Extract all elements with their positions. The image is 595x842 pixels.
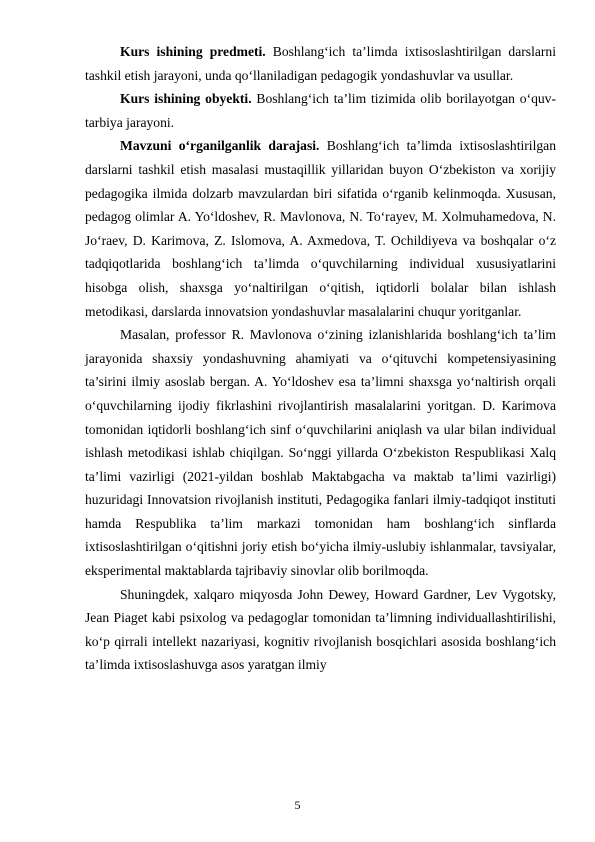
paragraph-text: Masalan, professor R. Mavlonova o‘zining izlanishlarida boshlang‘ich ta’lim jarayonida shaxsiy yondashuvning ahamiyati va o‘qituvchi kompetensiyasining ta’sirini ilmiy asoslab bergan. A. Yo‘ldoshev esa ta’limni shaxsga yo‘naltirish orqali o‘quvchilarning ijodiy fikrlashini rivojlantirish masalalarini yoritgan. D. Karimova tomonidan iqtidorli boshlang‘ich sinf o‘quvchilarini aniqlash va ular bilan individual ishlash metodikasi ishlab chiqilgan. So‘nggi yillarda O‘zbekiston Respublikasi Xalq ta’limi vazirligi (2021-yildan boshlab Maktabgacha va maktab ta’limi vazirligi) huzuridagi Innovatsion rivojlanish instituti, Pedagogika fanlari ilmiy-tadqiqot instituti hamda Respublika ta’lim markazi tomonidan ham boshlang‘ich sinflarda ixtisoslashtirilgan o‘qitishni joriy etish bo‘yicha ilmiy-uslubiy ishlanmalar, tavsiyalar, eksperimental maktablarda tajribaviy sinovlar olib borilmoqda. bbox=[85, 327, 556, 579]
paragraph-text: Shuningdek, xalqaro miqyosda John Dewey, Howard Gardner, Lev Vygotsky, Jean Piaget kabi psixolog va pedagoglar tomonidan ta’limning individuallashtirilishi, ko‘p qirrali intellekt nazariyasi, kognitiv rivojlanish bosqichlari asosida boshlang‘ich ta’limda ixtisoslashuvga asos yaratgan ilmiy bbox=[85, 586, 556, 673]
paragraph-heading: Mavzuni o‘rganilganlik darajasi. bbox=[120, 138, 320, 154]
paragraph-heading: Kurs ishining predmeti. bbox=[120, 44, 266, 59]
paragraph-research-level bbox=[85, 134, 556, 323]
document-body bbox=[85, 40, 556, 677]
paragraph-text: Boshlang‘ich ta’lim tizimida olib borilayotgan o‘quv-tarbiya jarayoni. bbox=[85, 91, 556, 130]
paragraph-international bbox=[85, 583, 556, 677]
paragraph-heading: Kurs ishining obyekti. bbox=[120, 91, 252, 107]
paragraph-examples bbox=[85, 323, 556, 583]
paragraph-text: Boshlang‘ich ta’limda ixtisoslashtirilgan darslarni tashkil etish masalasi mustaqillik yillaridan buyon O‘zbekiston va xorijiy pedagogika ilmida dolzarb mavzulardan biri sifatida o‘rganib kelinmoqda. Xususan, pedagog olimlar A. Yo‘ldoshev, R. Mavlonova, N. To‘rayev, M. Xolmuhamedova, N. Jo‘raev, D. Karimova, Z. Islomova, A. Axmedova, T. Ochildiyeva va boshqalar o‘z tadqiqotlarida boshlang‘ich ta’limda o‘quvchilarning individual xususiyatlarini hisobga olish, shaxsga yo‘naltirilgan o‘qitish, iqtidorli bolalar bilan ishlash metodikasi, darslarda innovatsion yondashuvlar masalalarini chuqur yoritganlar. bbox=[85, 138, 556, 319]
paragraph-object bbox=[85, 87, 556, 134]
paragraph-text: Boshlang‘ich ta’limda ixtisoslashtirilgan darslarni tashkil etish jarayoni, unda qo‘llaniladigan pedagogik yondashuvlar va usullar. bbox=[85, 44, 556, 83]
paragraph-subject bbox=[85, 40, 556, 87]
page-number: 5 bbox=[294, 798, 301, 812]
